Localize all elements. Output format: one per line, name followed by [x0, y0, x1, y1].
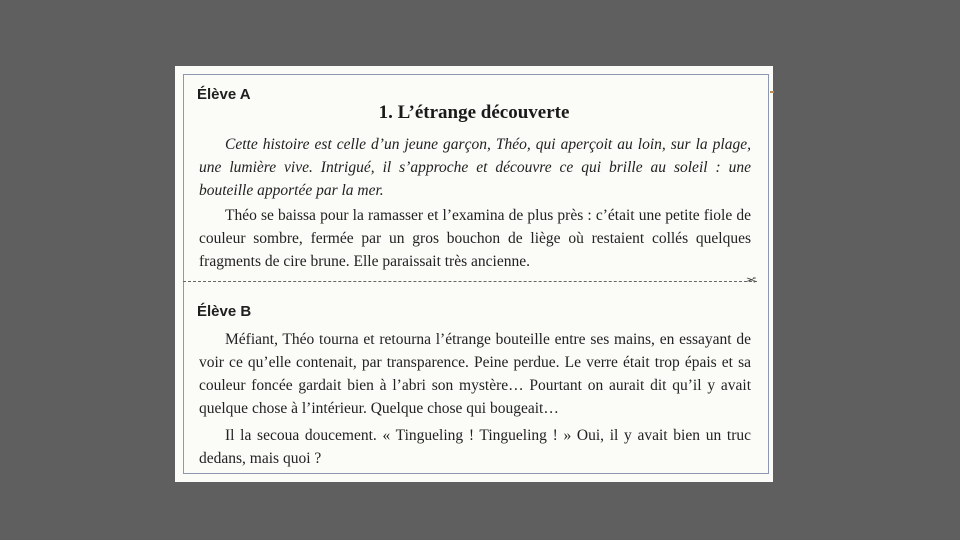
- page-edge-mark: [770, 91, 774, 93]
- section-a-paragraph: Théo se baissa pour la ramasser et l’examina de plus près : c’était une petite fiole de couleur sombre, fermée par un gros bouchon de liège où restaient collés quelques fragments de cire brune. Elle paraissait très ancienne.: [199, 207, 751, 270]
- cut-line: [183, 281, 757, 282]
- section-b-paragraph-1: Méfiant, Théo tourna et retourna l’étrange bouteille entre ses mains, en essayant de voir ce qu’elle contenait, par transparence. Peine perdue. Le verre était trop épais et sa couleur foncée gardait bien à l’abri son mystère… Pourtant on aurait dit qu’il y avait quelque chose à l’intérieur. Quelque chose qui bougeait…: [199, 331, 751, 417]
- section-b-label: Élève B: [197, 303, 252, 320]
- page-title: 1. L’étrange découverte: [378, 102, 570, 123]
- section-b-paragraph-2: Il la secoua doucement. « Tingueling ! Tingueling ! » Oui, il y avait bien un truc dedans, mais quoi ?: [199, 427, 751, 467]
- section-a-label: Élève A: [197, 86, 251, 103]
- intro-paragraph: Cette histoire est celle d’un jeune garçon, Théo, qui aperçoit au loin, sur la plage, une lumière vive. Intrigué, il s’approche et découvre ce qui brille au soleil : une bouteille apportée par la mer.: [199, 136, 751, 199]
- scanned-page: [175, 66, 773, 482]
- scissors-icon: ✂: [746, 273, 757, 287]
